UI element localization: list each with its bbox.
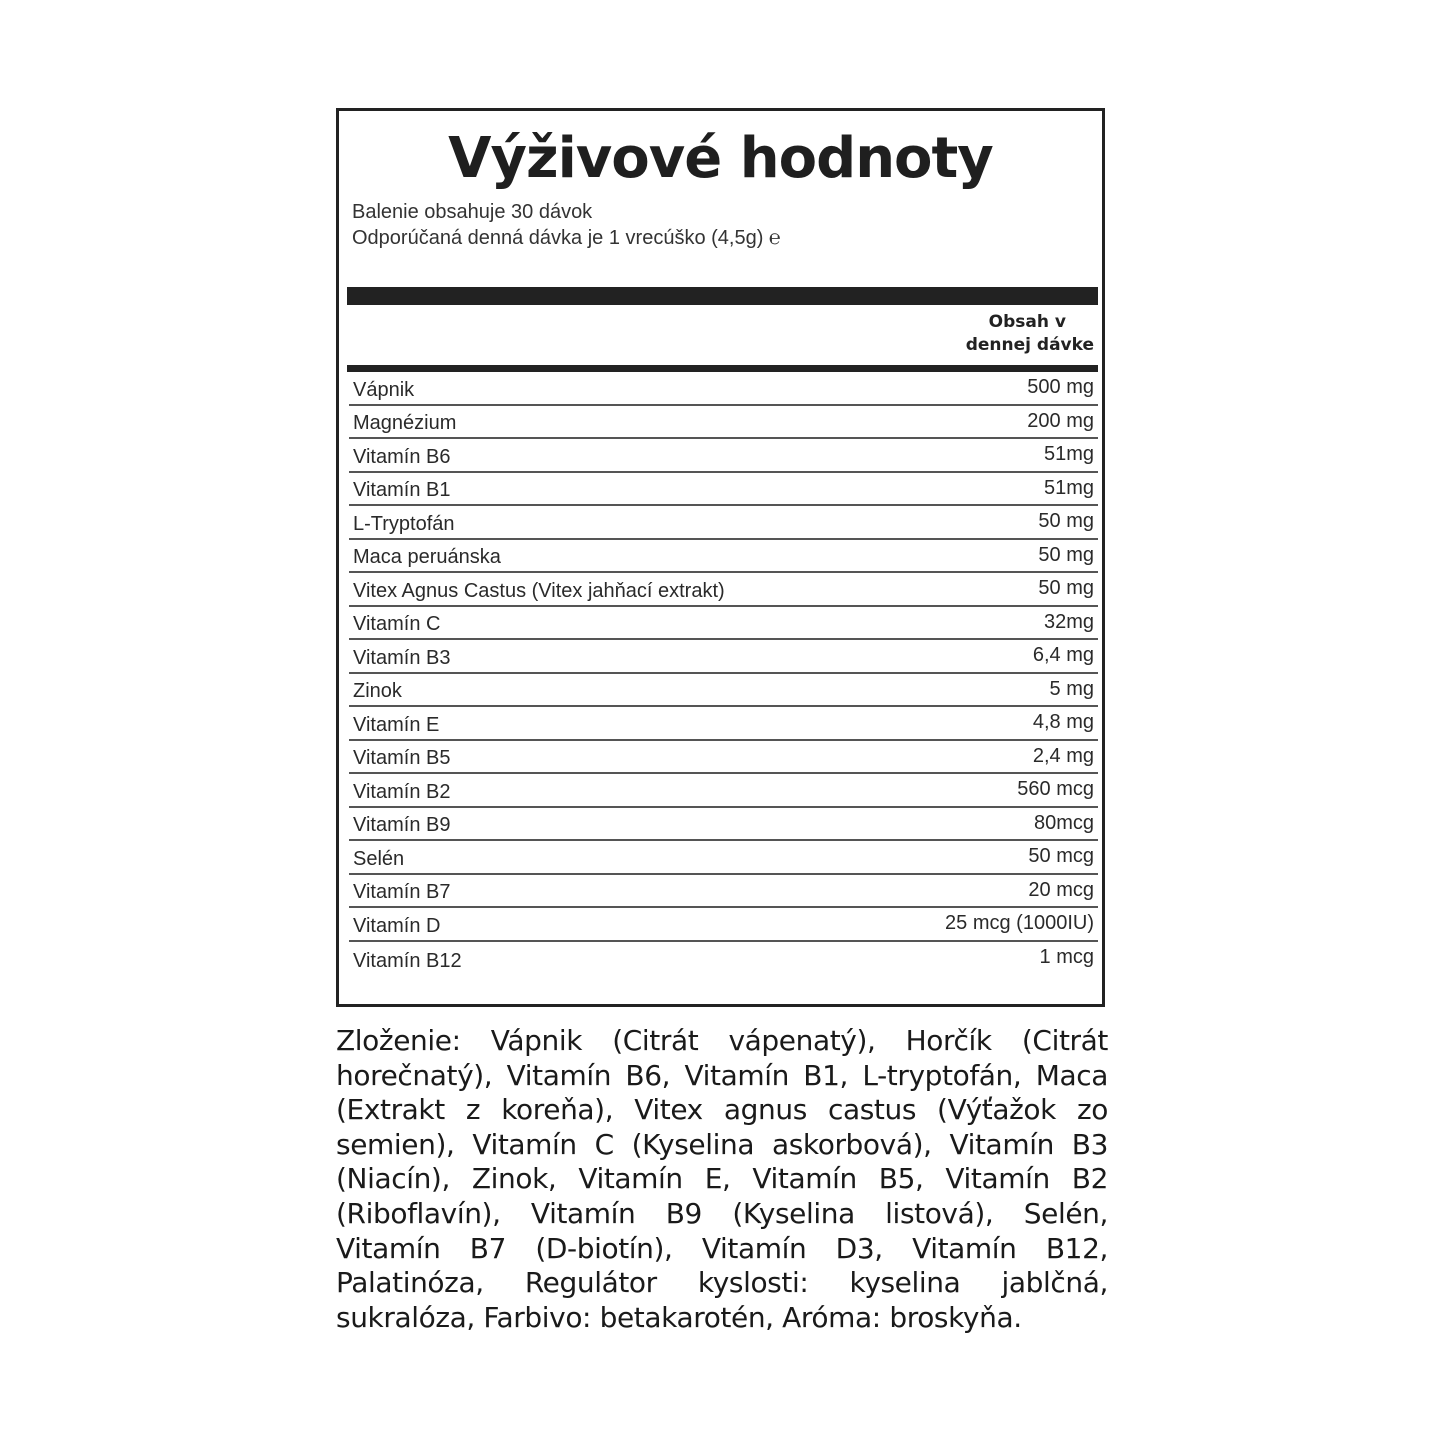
nutrient-name: Vitamín B12 (353, 950, 462, 972)
nutrient-amount: 1 mcg (1039, 945, 1094, 968)
amount-column-header (914, 311, 1094, 357)
nutrient-name: Vitamín B9 (353, 814, 451, 836)
nutrient-amount: 6,4 mg (1032, 644, 1094, 666)
thick-divider (347, 287, 1098, 305)
nutrient-name: L-Tryptofán (353, 512, 455, 535)
nutrient-name: Zinok (353, 680, 402, 702)
label-title: Výživové hodnoty (448, 126, 993, 191)
table-row (349, 540, 1098, 574)
nutrition-facts-label (336, 108, 1105, 1007)
table-row (349, 774, 1098, 808)
table-row (349, 439, 1098, 473)
nutrient-name: Vitamín B3 (353, 646, 451, 669)
nutrient-amount: 80mcg (1033, 811, 1094, 834)
nutrient-amount: 25 mcg (1000IU) (945, 912, 1094, 934)
nutrient-name: Vitamín B7 (353, 881, 451, 903)
nutrient-name: Vitamín E (353, 713, 440, 736)
nutrient-name: Vitamín B6 (353, 445, 451, 468)
table-row (349, 406, 1098, 440)
recommended-daily-dose: Odporúčaná denná dávka je 1 vrecúško (4,5g) ℮ (352, 227, 781, 249)
nutrient-amount: 20 mcg (1028, 878, 1094, 901)
table-row (349, 908, 1098, 942)
nutrient-name: Vitamín B5 (353, 747, 451, 769)
nutrient-amount: 200 mg (1027, 409, 1094, 432)
nutrient-name: Vitamín B2 (353, 780, 451, 803)
table-row (349, 741, 1098, 775)
nutrient-name: Vitamín D (353, 914, 441, 937)
nutrient-amount: 2,4 mg (1032, 744, 1094, 767)
table-row (349, 875, 1098, 909)
nutrient-amount: 51mg (1043, 476, 1094, 499)
nutrient-amount: 50 mg (1038, 543, 1094, 566)
table-row (349, 674, 1098, 708)
servings-per-package: Balenie obsahuje 30 dávok (352, 201, 593, 223)
table-row (349, 707, 1098, 741)
table-row (349, 808, 1098, 842)
nutrient-amount: 51mg (1043, 443, 1094, 465)
nutrient-amount: 560 mcg (1017, 778, 1094, 800)
nutrient-table (349, 372, 1098, 975)
table-row (349, 372, 1098, 406)
column-header-line-2: dennej dávke (965, 335, 1094, 355)
nutrient-name: Vápnik (353, 378, 415, 401)
nutrient-name: Vitamín B1 (353, 479, 451, 501)
table-row (349, 841, 1098, 875)
table-row (349, 942, 1098, 976)
nutrient-amount: 5 mg (1049, 677, 1094, 700)
table-row (349, 640, 1098, 674)
nutrient-amount: 50 mg (1038, 510, 1094, 532)
table-row (349, 573, 1098, 607)
nutrient-name: Maca peruánska (353, 546, 501, 568)
ingredients-text: Zloženie: Vápnik (Citrát vápenatý), Horčík (Citrát horečnatý), Vitamín B6, Vitamín B1, L-tryptofán, Maca (Extrakt z koreňa), Vitex agnus castus (Výťažok zo semien), Vitamín C (Kyselina askorbová), Vitamín B3 (Niacín), Zinok, Vitamín E, Vitamín B5, Vitamín B2 (Riboflavín), Vitamín B9 (Kyselina listová), Selén, Vitamín B7 (D-biotín), Vitamín D3, Vitamín B12, Palatinóza, Regulátor kyslosti: kyselina jablčná, sukralóza, Farbivo: betakarotén, Aróma: broskyňa. (336, 1024, 1108, 1334)
nutrient-name: Vitamín C (353, 613, 441, 635)
table-row (349, 607, 1098, 641)
nutrient-amount: 4,8 mg (1032, 711, 1094, 733)
table-row (349, 473, 1098, 507)
table-row (349, 506, 1098, 540)
nutrient-name: Magnézium (353, 412, 457, 434)
column-header-line-1: Obsah v (988, 312, 1066, 332)
nutrient-name: Selén (353, 847, 405, 870)
nutrient-amount: 32mg (1043, 610, 1094, 633)
nutrient-amount: 500 mg (1027, 376, 1094, 398)
nutrient-amount: 50 mcg (1028, 845, 1094, 867)
nutrient-amount: 50 mg (1038, 577, 1094, 599)
nutrient-name: Vitex Agnus Castus (Vitex jahňací extrakt) (353, 579, 725, 602)
header-divider (347, 365, 1098, 372)
serving-info (352, 199, 781, 251)
